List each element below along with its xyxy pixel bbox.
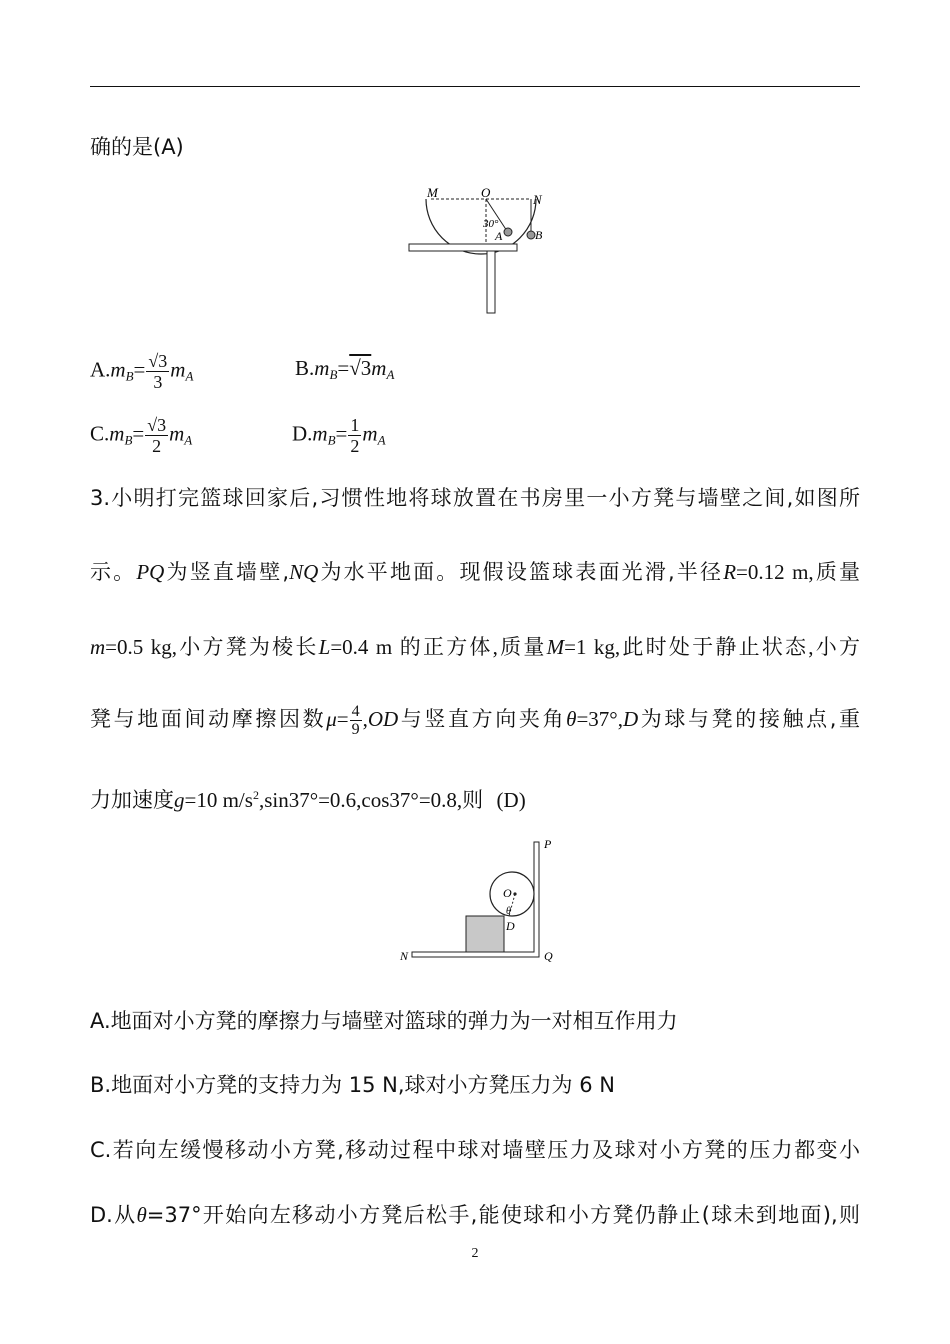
q3-line-5: 力加速度g=10 $m/s^2,\sin 37^\circ=0.6,\cos 37^\circ=0.8$,则 (D) bbox=[90, 788, 526, 812]
q3-option-a: A.地面对小方凳的摩擦力与墙壁对篮球的弹力为一对相互作用力 bbox=[90, 1009, 678, 1033]
basketball bbox=[490, 872, 534, 916]
q3-option-c: C.若向左缓慢移动小方凳,移动过程中球对墙壁压力及球对小方凳的压力都变小 bbox=[90, 1138, 860, 1162]
ball-a bbox=[504, 228, 512, 236]
q3-line-3: m=0.5 kg,小方凳为棱长L=0.4 m 的正方体,质量M=1 kg,此时处于静止状态,小方 bbox=[90, 635, 861, 659]
label-p: P bbox=[544, 837, 552, 851]
answer-badge: (D) bbox=[496, 788, 526, 812]
label-o2: O bbox=[503, 886, 512, 900]
q2-option-b: $B.m_B=√3m_A$ bbox=[295, 356, 395, 382]
q2-option-d: $D.m_B=$ $\frac{1}{2}$ $m_A$ bbox=[292, 415, 386, 456]
stool bbox=[466, 916, 504, 952]
table-leg bbox=[487, 251, 495, 313]
label-angle: 30° bbox=[483, 218, 499, 230]
q2-tail-text: 确的是(A) bbox=[90, 135, 184, 159]
q2-option-c: $C.m_B=$ $\frac{√3}{2}$ $m_A$ bbox=[90, 415, 193, 456]
label-theta: θ bbox=[506, 906, 511, 917]
label-d: D bbox=[506, 919, 515, 933]
label-n: N bbox=[533, 192, 542, 207]
q3-line-4: 凳与地面间动摩擦因数μ= $\frac{4}{9}$ ,OD与竖直方向夹角θ=37°,D为球与凳的接触点,重 bbox=[90, 702, 861, 738]
q3-option-b: B.地面对小方凳的支持力为 15 N,球对小方凳压力为 6 N bbox=[90, 1073, 615, 1097]
label-m: M bbox=[427, 185, 438, 200]
table-top bbox=[409, 244, 517, 251]
label-b: B bbox=[535, 228, 543, 242]
q3-option-d: D.从θ=37°开始向左移动小方凳后松手,能使球和小方凳仍静止(球未到地面),则 bbox=[90, 1203, 860, 1227]
label-n2: N bbox=[400, 949, 409, 963]
page-number: 2 bbox=[471, 1246, 479, 1261]
label-q: Q bbox=[544, 949, 553, 963]
q3-line-2: 示。PQ为竖直墙壁,NQ为水平地面。现假设篮球表面光滑,半径R=0.12 m,质量 bbox=[90, 560, 860, 584]
header-rule bbox=[90, 86, 860, 87]
ball-b bbox=[527, 231, 535, 239]
q3-line-1: 3.小明打完篮球回家后,习惯性地将球放置在书房里一小方凳与墙壁之间,如图所 bbox=[90, 486, 860, 510]
ball-wall-figure bbox=[398, 836, 568, 968]
q2-option-a: $A.m_B=$ $\frac{√3}{3}$ $m_A$ bbox=[90, 351, 194, 392]
bowl-figure bbox=[405, 182, 543, 316]
label-o: O bbox=[481, 185, 491, 200]
label-a: A bbox=[495, 229, 503, 243]
